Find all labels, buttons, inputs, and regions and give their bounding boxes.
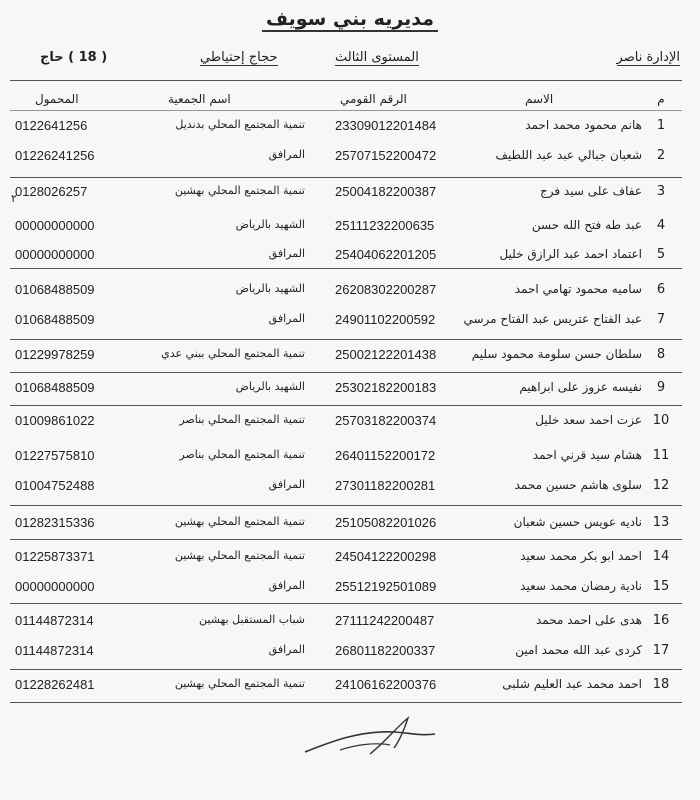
row-association: تنمية المجتمع المحلي بهشين — [174, 677, 305, 690]
row-national-id: 24106162200376 — [335, 677, 437, 692]
row-name: عبد طه فتح الله حسن — [531, 218, 642, 232]
row-divider — [10, 339, 682, 340]
row-national-id: 26401152200172 — [335, 448, 436, 463]
row-phone: 01227575810 — [15, 448, 95, 463]
row-number: 17 — [652, 643, 670, 658]
row-association: تنمية المجتمع المحلي بناصر — [179, 413, 305, 426]
row-phone: 00000000000 — [15, 579, 95, 594]
header-divider — [10, 80, 682, 81]
department-label: الإدارة ناصر — [616, 50, 680, 65]
row-name: عزت احمد سعد خليل — [535, 413, 642, 427]
table-row — [0, 306, 700, 338]
table-row — [0, 212, 700, 244]
row-association: المرافق — [268, 312, 305, 325]
row-association: تنمية المجتمع المحلي بهشين — [174, 515, 305, 528]
row-number: 5 — [656, 247, 666, 262]
row-phone: 00000000000 — [15, 218, 95, 233]
row-national-id: 25302182200183 — [335, 380, 437, 395]
table-row — [0, 543, 700, 575]
row-phone: 01225873371 — [15, 549, 95, 564]
row-association: المرافق — [268, 247, 305, 260]
row-national-id: 24504122200298 — [335, 549, 437, 564]
row-number: 7 — [656, 312, 666, 327]
table-row — [0, 142, 700, 174]
row-association: المرافق — [268, 579, 305, 592]
row-phone: 01228262481 — [15, 677, 95, 692]
row-association: شباب المستقبل بهشين — [199, 613, 305, 626]
row-number: 3 — [656, 184, 666, 199]
row-number: 8 — [656, 347, 666, 362]
row-name: شعبان جبالي عبد عبد اللطيف — [495, 148, 642, 162]
row-number: 11 — [652, 448, 670, 463]
row-association: تنمية المجتمع المحلي بناصر — [179, 448, 305, 461]
row-number: 4 — [656, 218, 666, 233]
row-phone: 01068488509 — [15, 312, 95, 327]
row-name: هشام سيد قرني احمد — [532, 448, 642, 462]
row-phone: 01282315336 — [15, 515, 95, 530]
row-phone: 01068488509 — [15, 380, 95, 395]
row-association: الشهيد بالرياض — [235, 218, 305, 231]
row-national-id: 27111242200487 — [335, 613, 435, 628]
row-divider — [10, 669, 682, 670]
pilgrim-count: ( 18 ) حاج — [40, 50, 108, 65]
row-name: سلوى هاشم حسين محمد — [514, 478, 642, 492]
row-national-id: 25703182200374 — [335, 413, 437, 428]
row-divider — [10, 405, 682, 406]
row-number: 2 — [656, 148, 666, 163]
table-row — [0, 573, 700, 605]
row-divider — [10, 702, 682, 703]
row-name: عبد الفتاح عتريس عبد الفتاح مرسي — [463, 312, 642, 326]
page-title: مديريه بني سويف — [0, 8, 700, 30]
row-number: 6 — [656, 282, 666, 297]
table-row — [0, 472, 700, 504]
row-phone: 0128026257 — [15, 184, 88, 199]
row-national-id: 25404062201205 — [335, 247, 437, 262]
col-header-name: الاسم — [525, 92, 554, 106]
row-name: ناديه عويس حسين شعبان — [513, 515, 642, 529]
row-national-id: 27301182200281 — [335, 478, 436, 493]
row-association: المرافق — [268, 478, 305, 491]
row-name: ساميه محمود تهامي احمد — [514, 282, 642, 296]
row-name: نفيسه عزوز على ابراهيم — [519, 380, 642, 394]
col-header-national-id: الرقم القومي — [340, 92, 407, 106]
row-association: الشهيد بالرياض — [235, 380, 305, 393]
row-national-id: 24901102200592 — [335, 312, 436, 327]
row-number: 15 — [652, 579, 670, 594]
row-divider — [10, 505, 682, 506]
row-number: 13 — [652, 515, 670, 530]
row-national-id: 26801182200337 — [335, 643, 436, 658]
row-phone: 01004752488 — [15, 478, 95, 493]
row-national-id: 25707152200472 — [335, 148, 437, 163]
row-phone: 01068488509 — [15, 282, 95, 297]
row-name: اعتماد احمد عبد الرازق خليل — [499, 247, 642, 261]
row-national-id: 25004182200387 — [335, 184, 437, 199]
row-name: احمد ابو بكر محمد سعيد — [520, 549, 642, 563]
table-row — [0, 407, 700, 439]
column-header-divider — [10, 110, 682, 111]
row-number: 16 — [652, 613, 670, 628]
row-association: المرافق — [268, 148, 305, 161]
row-name: هدى على احمد محمد — [536, 613, 642, 627]
row-name: كردى عبد الله محمد امين — [515, 643, 642, 657]
row-divider — [10, 539, 682, 540]
col-header-phone: المحمول — [35, 92, 79, 106]
signature — [300, 712, 440, 762]
table-row — [0, 178, 700, 210]
level-label: المستوى الثالث — [335, 50, 419, 65]
row-association: المرافق — [268, 643, 305, 656]
table-row — [0, 637, 700, 669]
table-row — [0, 607, 700, 639]
row-national-id: 23309012201484 — [335, 118, 437, 133]
row-name: عفاف على سيد فرج — [540, 184, 642, 198]
table-row — [0, 276, 700, 308]
table-row — [0, 341, 700, 373]
row-phone: 01144872314 — [15, 643, 94, 658]
row-number: 10 — [652, 413, 670, 428]
row-association: تنمية المجتمع المحلي بدنديل — [175, 118, 305, 131]
row-phone: 0122641256 — [15, 118, 88, 133]
table-row — [0, 671, 700, 703]
row-association: تنمية المجتمع المحلي ببني عدي — [161, 347, 305, 360]
row-divider — [10, 372, 682, 373]
row-national-id: 25105082201026 — [335, 515, 437, 530]
row-name: احمد محمد عبد العليم شلبى — [502, 677, 642, 691]
row-name: هانم محمود محمد احمد — [525, 118, 642, 132]
pilgrim-type-label: حجاج إحتياطي — [200, 50, 278, 65]
col-header-num: م — [657, 92, 665, 106]
row-phone: 01226241256 — [15, 148, 95, 163]
table-row — [0, 374, 700, 406]
row-number: 18 — [652, 677, 670, 692]
row-name: سلطان حسن سلومة محمود سليم — [471, 347, 642, 361]
row-national-id: 25111232200635 — [335, 218, 435, 233]
row-phone: 01144872314 — [15, 613, 94, 628]
table-row — [0, 509, 700, 541]
row-association: الشهيد بالرياض — [235, 282, 305, 295]
row-number: 14 — [652, 549, 670, 564]
row-phone: 00000000000 — [15, 247, 95, 262]
row-number: 12 — [652, 478, 670, 493]
row-number: 9 — [656, 380, 666, 395]
row-national-id: 25002122201438 — [335, 347, 437, 362]
col-header-association: اسم الجمعية — [168, 92, 231, 106]
table-row — [0, 442, 700, 474]
row-divider — [10, 603, 682, 604]
row-national-id: 25512192501089 — [335, 579, 437, 594]
row-divider — [10, 268, 682, 269]
row-phone: 01229978259 — [15, 347, 95, 362]
row-name: نادية رمضان محمد سعيد — [520, 579, 642, 593]
row-association: تنمية المجتمع المحلي بهشين — [174, 184, 305, 197]
row-association: تنمية المجتمع المحلي بهشين — [174, 549, 305, 562]
table-row — [0, 112, 700, 144]
row-number: 1 — [656, 118, 666, 133]
margin-mark: ٢ — [11, 192, 17, 205]
row-national-id: 26208302200287 — [335, 282, 437, 297]
row-phone: 01009861022 — [15, 413, 95, 428]
row-divider — [10, 177, 682, 178]
